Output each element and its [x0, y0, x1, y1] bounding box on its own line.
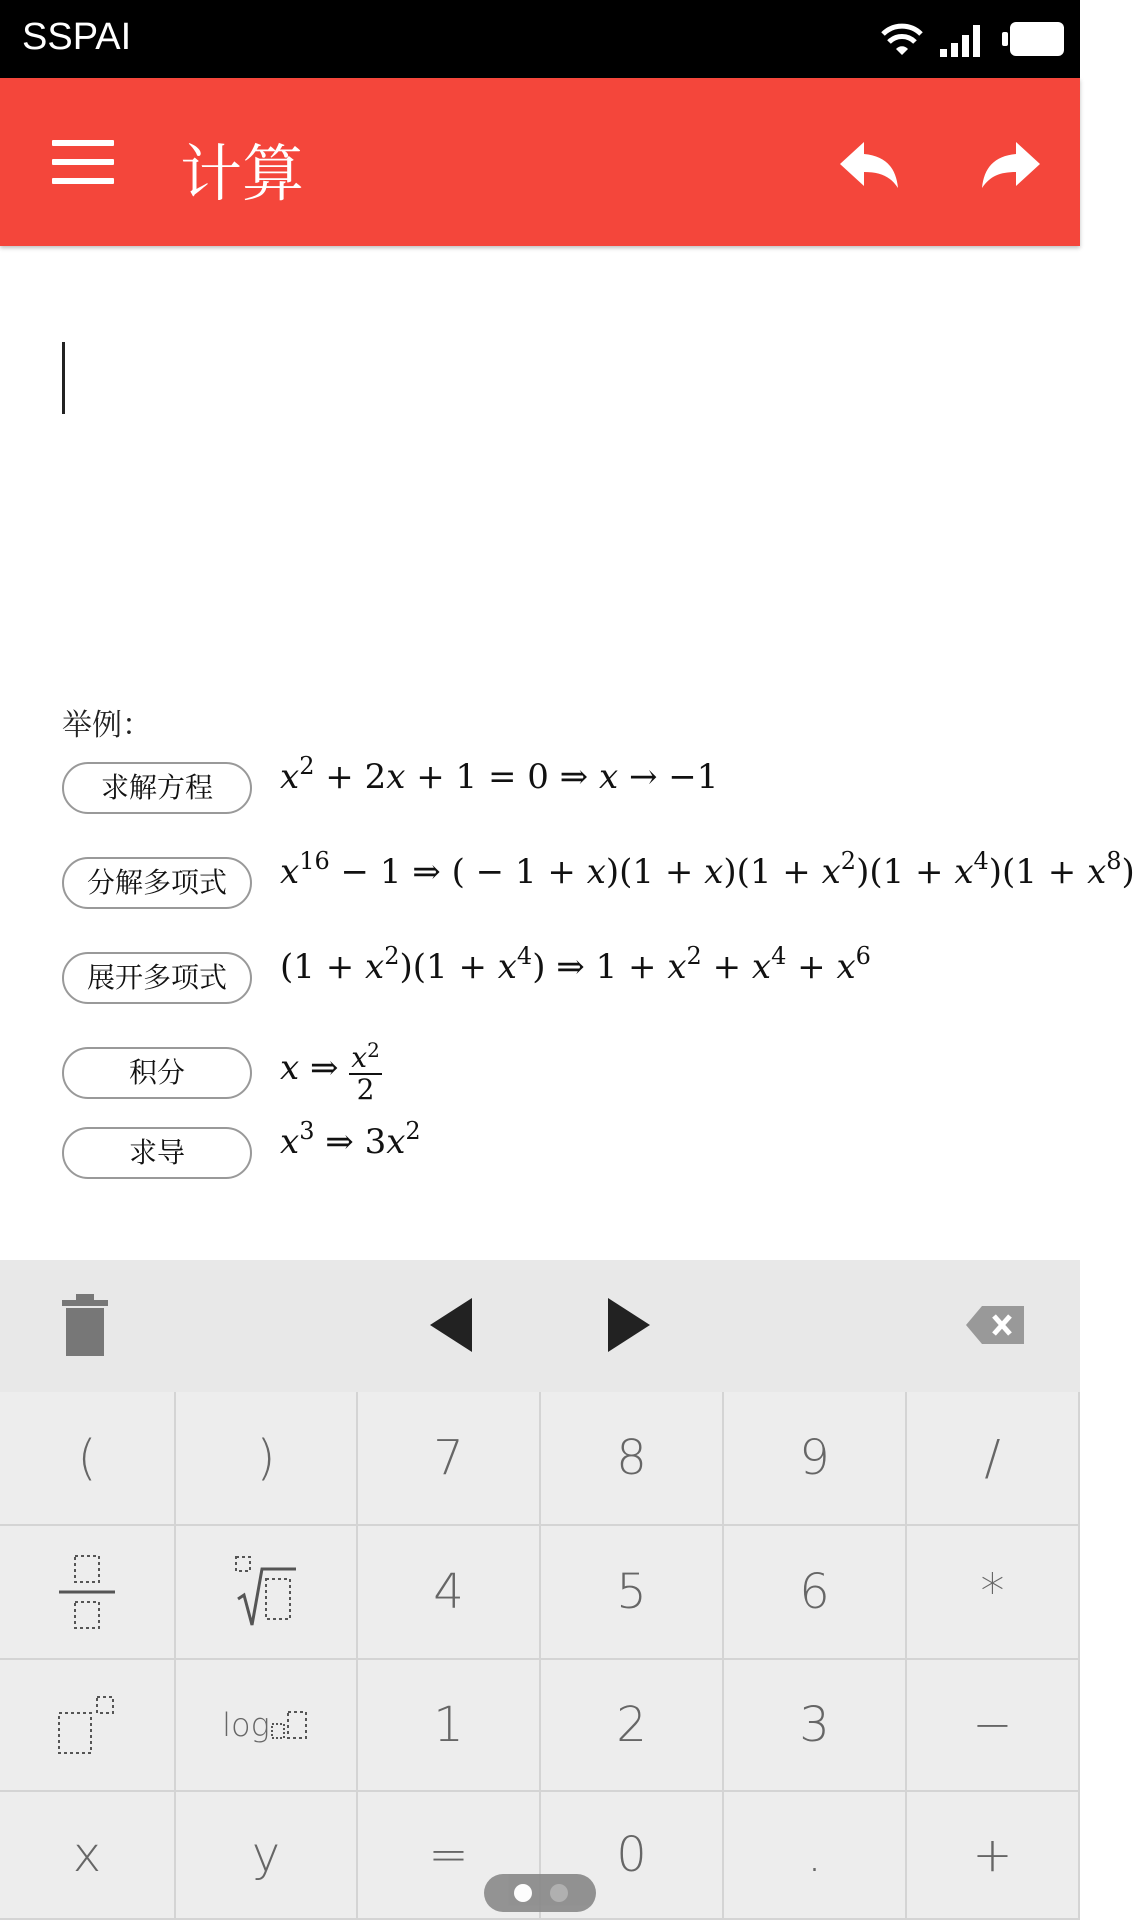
- example-expand-button[interactable]: 展开多项式: [62, 952, 252, 1004]
- carrier-name: SSPAI: [22, 16, 132, 58]
- key-6[interactable]: 6: [724, 1526, 907, 1660]
- examples-section: [62, 700, 1135, 1222]
- page-title: 计算: [180, 137, 305, 210]
- key-y[interactable]: y: [176, 1792, 358, 1920]
- key-open-paren[interactable]: (: [0, 1392, 176, 1526]
- key-minus[interactable]: −: [907, 1660, 1080, 1792]
- key-multiply[interactable]: *: [907, 1526, 1080, 1660]
- trash-icon[interactable]: [60, 1290, 110, 1360]
- key-1[interactable]: 1: [358, 1660, 541, 1792]
- key-equals[interactable]: =: [358, 1792, 541, 1920]
- example-factor-button[interactable]: 分解多项式: [62, 857, 252, 909]
- key-plus[interactable]: +: [907, 1792, 1080, 1920]
- example-row: [62, 942, 1062, 1047]
- key-3[interactable]: 3: [724, 1660, 907, 1792]
- examples-header: 举例：: [62, 708, 152, 743]
- text-caret: [62, 342, 65, 414]
- status-icons: [880, 14, 1066, 64]
- key-fraction[interactable]: [0, 1526, 176, 1660]
- app-bar: [0, 78, 1080, 246]
- example-factor-expression: $x^{16} - 1$ ⇒ ( − $1 + x)(1 + x)(1 + x^2)(1 + x^4)(1 + x^8)$: [280, 847, 1135, 892]
- undo-icon[interactable]: [834, 128, 904, 198]
- nth-root-icon: [234, 1555, 298, 1629]
- key-close-paren[interactable]: ): [176, 1392, 358, 1526]
- key-8[interactable]: 8: [541, 1392, 724, 1526]
- keypad-page-indicator[interactable]: [484, 1874, 596, 1912]
- key-7[interactable]: 7: [358, 1392, 541, 1526]
- key-2[interactable]: 2: [541, 1660, 724, 1792]
- battery-icon: [1002, 20, 1066, 58]
- example-integrate-button[interactable]: 积分: [62, 1047, 252, 1099]
- status-bar: [0, 0, 1080, 78]
- key-decimal[interactable]: .: [724, 1792, 907, 1920]
- log-placeholder-icon: [270, 1708, 310, 1742]
- example-solve-button[interactable]: 求解方程: [62, 762, 252, 814]
- key-0[interactable]: 0: [541, 1792, 724, 1920]
- example-row: [62, 847, 1135, 952]
- key-log[interactable]: log: [176, 1660, 358, 1792]
- wifi-icon: [880, 19, 924, 59]
- example-expand-expression: $(1 + x^2)(1 + x^4)$ ⇒ $1 + x^2 + x^4 + x^6$: [280, 942, 871, 987]
- cursor-left-icon[interactable]: [426, 1290, 476, 1360]
- example-integrate-expression: x ⇒ $\frac{x^2}{2}$: [280, 1035, 382, 1105]
- fraction-icon: [57, 1554, 117, 1630]
- redo-icon[interactable]: [976, 128, 1046, 198]
- key-divide[interactable]: /: [907, 1392, 1080, 1526]
- key-9[interactable]: 9: [724, 1392, 907, 1526]
- key-nth-root[interactable]: [176, 1526, 358, 1660]
- menu-icon[interactable]: [52, 140, 114, 184]
- page-dot-active: [514, 1884, 532, 1902]
- page-dot: [550, 1884, 568, 1902]
- example-derive-expression: $x^3$ ⇒ $3x^2$: [280, 1117, 421, 1162]
- key-x[interactable]: x: [0, 1792, 176, 1920]
- signal-icon: [938, 19, 988, 59]
- editor-toolbar: [0, 1260, 1080, 1392]
- example-row: [62, 1038, 1062, 1127]
- backspace-icon[interactable]: [964, 1290, 1028, 1360]
- power-icon: [57, 1695, 117, 1755]
- example-row: [62, 752, 1062, 857]
- expression-editor[interactable]: [0, 246, 1080, 686]
- key-5[interactable]: 5: [541, 1526, 724, 1660]
- example-row: [62, 1117, 1062, 1222]
- keypad: [0, 1392, 1080, 1920]
- key-power[interactable]: [0, 1660, 176, 1792]
- cursor-right-icon[interactable]: [604, 1290, 654, 1360]
- example-derive-button[interactable]: 求导: [62, 1127, 252, 1179]
- key-4[interactable]: 4: [358, 1526, 541, 1660]
- example-solve-expression: $x^2 + 2x + 1 = 0$ ⇒ x → −1: [280, 752, 719, 797]
